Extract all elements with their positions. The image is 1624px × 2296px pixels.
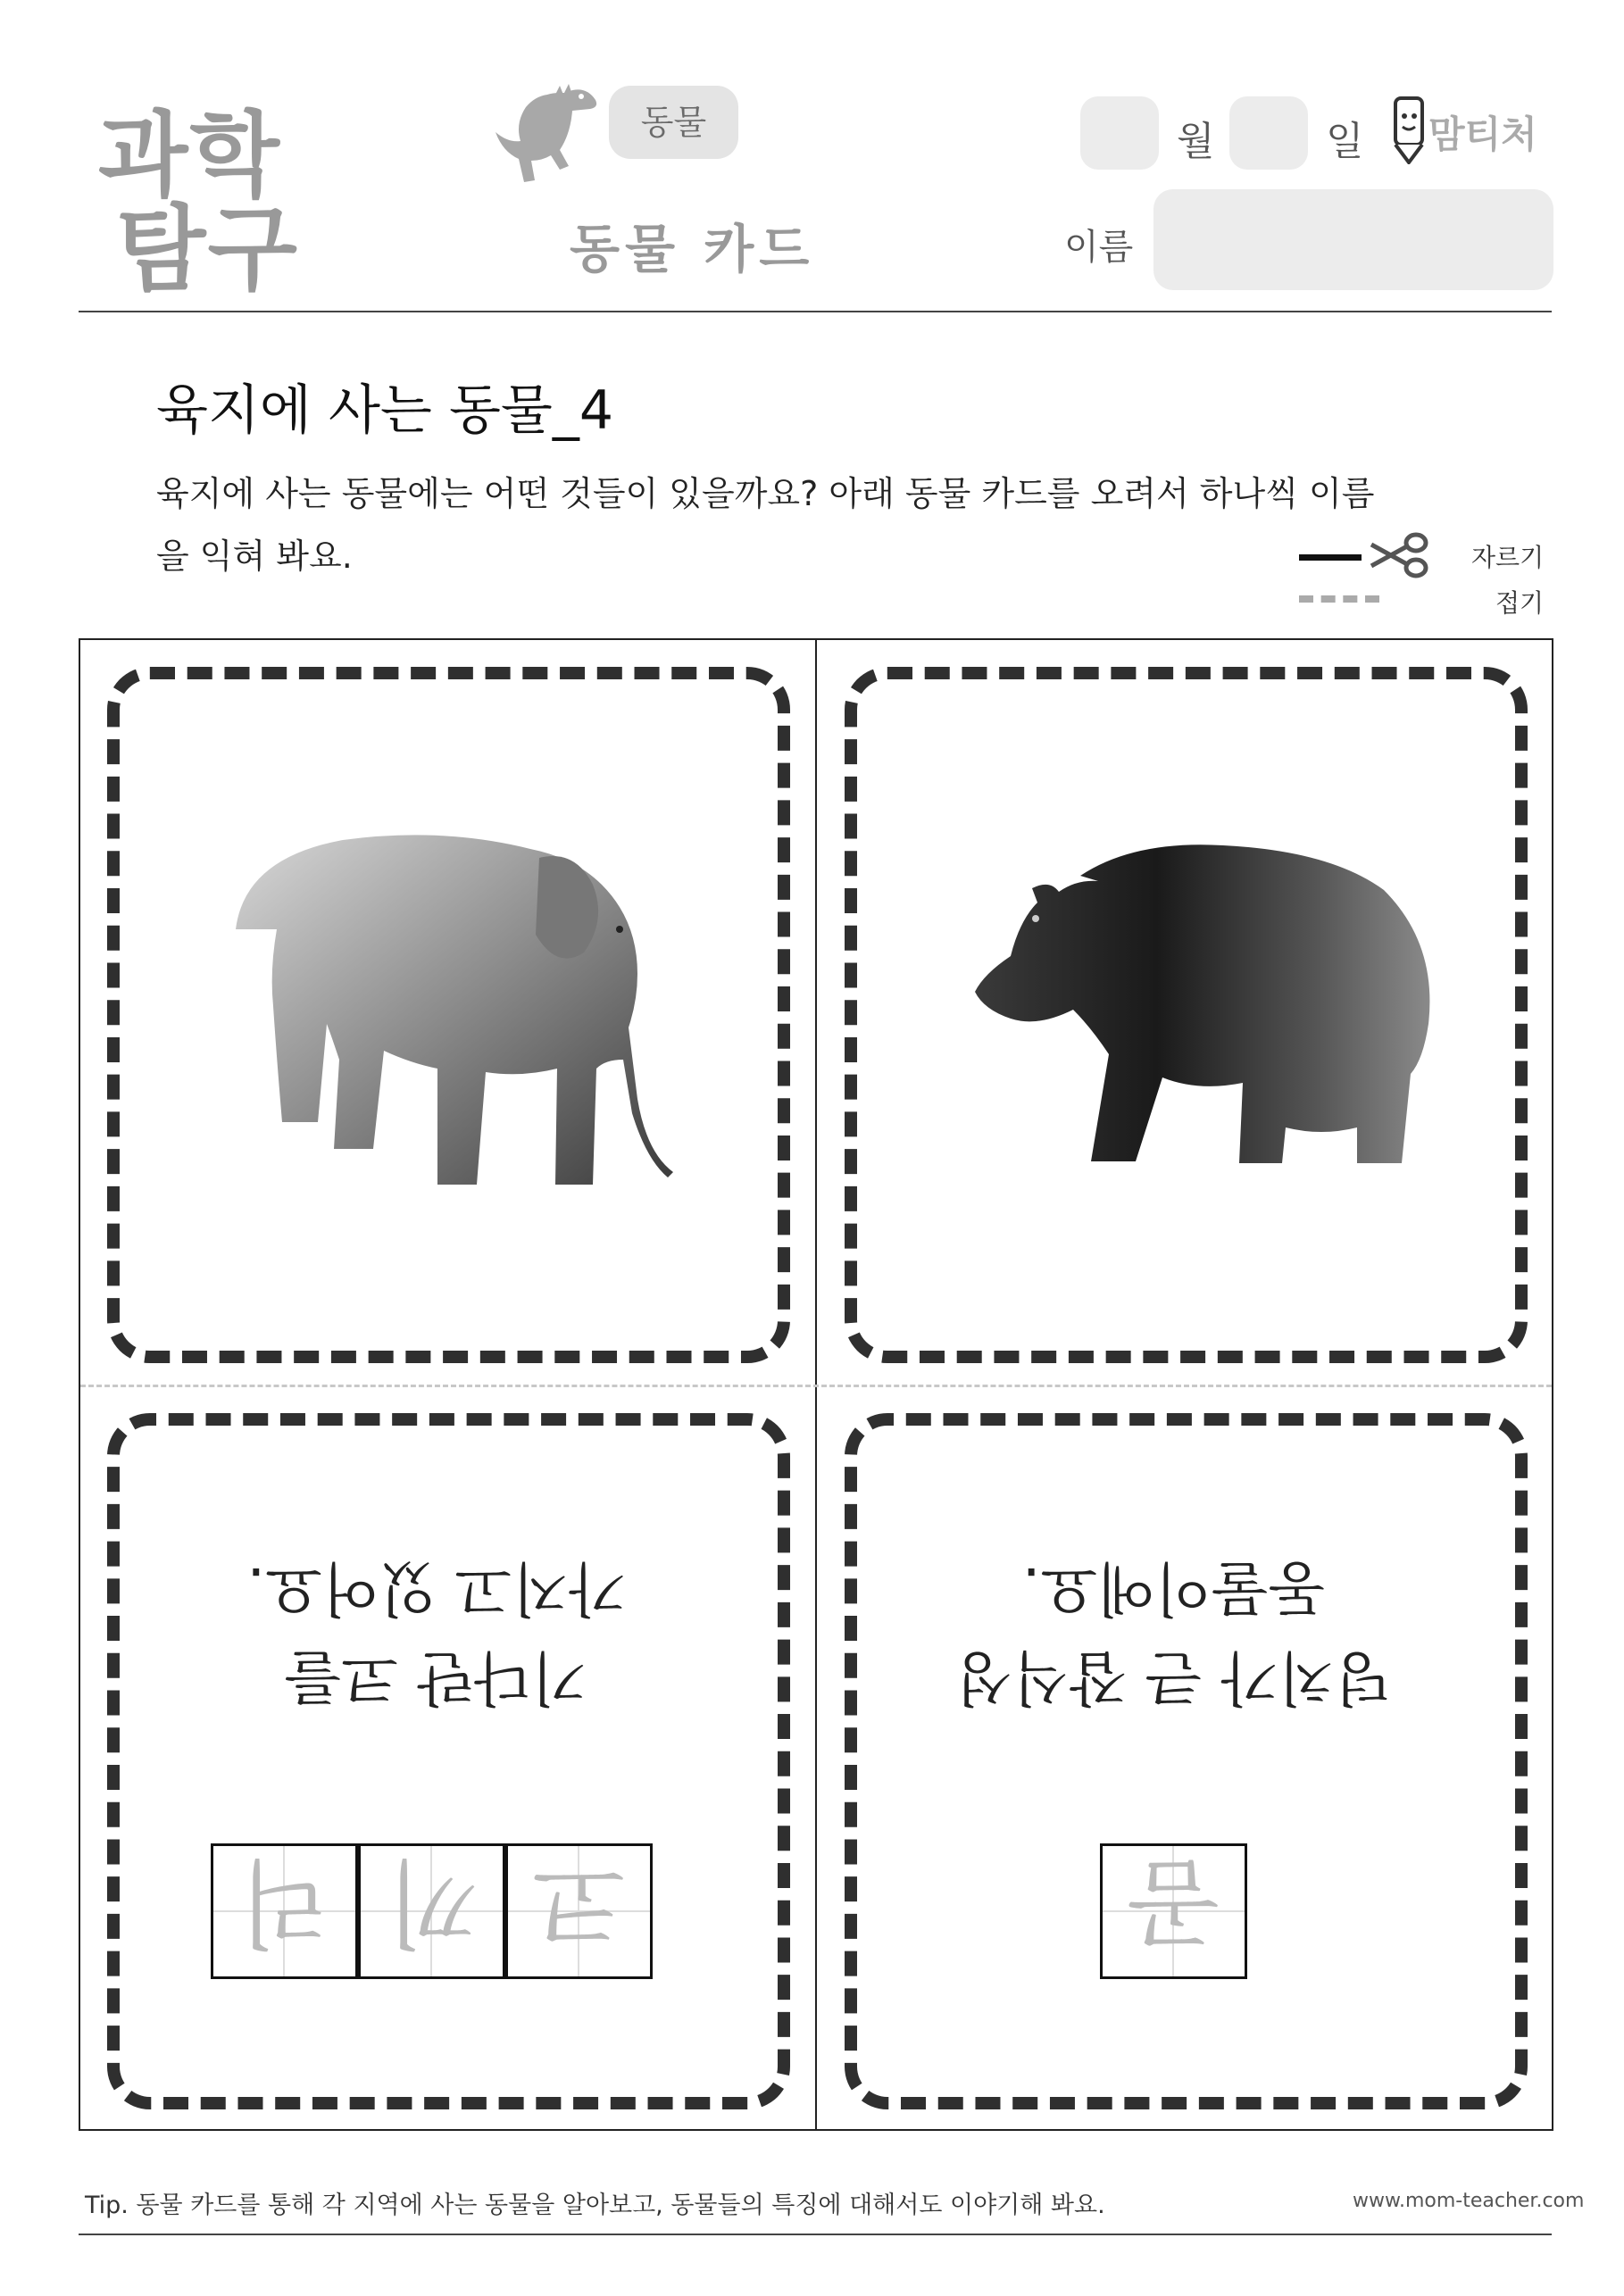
bear-card-front	[845, 667, 1528, 1363]
month-label: 월	[1177, 119, 1215, 164]
day-label: 일	[1326, 119, 1364, 164]
page-title: 육지에 사는 동물_4	[156, 379, 614, 442]
dinosaur-icon	[496, 79, 603, 195]
month-field[interactable]	[1080, 96, 1159, 170]
fold-line-sample	[1299, 595, 1379, 603]
footer-divider	[79, 2234, 1552, 2235]
elephant-description-1: 가지고 있어요.	[246, 1554, 626, 1623]
footer-tip: Tip. 동물 카드를 통해 각 지역에 사는 동물을 알아보고, 동물들의 특징에 대해서도 이야기해 봐요.	[85, 2192, 1105, 2219]
elephant-name-char-1: 코	[505, 1843, 653, 1979]
fold-line-horizontal	[80, 1385, 1552, 1387]
elephant-name-boxes	[211, 1843, 653, 1979]
subject-badge: 동물	[609, 86, 738, 159]
elephant-name-char-2: 끼	[358, 1843, 505, 1979]
header-divider	[79, 311, 1552, 312]
bear-card-back	[845, 1413, 1528, 2109]
elephant-card-back	[107, 1413, 790, 2109]
cut-line-sample	[1299, 554, 1362, 561]
instruction-line-2: 을 익혀 봐요.	[156, 537, 353, 576]
scissors-icon	[1366, 530, 1430, 580]
elephant-description-2: 기다란 코를	[284, 1643, 588, 1712]
pencil-mascot-icon	[1388, 93, 1433, 164]
logo-text-top: 과학	[98, 101, 281, 210]
sheet-title: 동물 카드	[570, 219, 815, 279]
elephant-image	[200, 822, 718, 1197]
bear-name-char-1: 곰	[1100, 1843, 1247, 1979]
fold-legend-label: 접기	[1495, 588, 1545, 618]
elephant-name-char-3: 리	[211, 1843, 358, 1979]
footer-url[interactable]: www.mom-teacher.com	[1353, 2190, 1585, 2212]
logo-text-bottom: 탐구	[116, 195, 299, 304]
name-field[interactable]	[1153, 189, 1553, 290]
brand-logo: 맘티처	[1428, 112, 1537, 156]
bear-description-2: 덩치가 큰 잡식성	[955, 1643, 1392, 1712]
instruction-line-1: 육지에 사는 동물에는 어떤 것들이 있을까요? 아래 동물 카드를 오려서 하나씩 이름	[156, 474, 1375, 513]
bear-name-boxes	[1100, 1843, 1247, 1979]
elephant-card-front	[107, 667, 790, 1363]
card-sheet	[79, 638, 1553, 2131]
bear-description-1: 동물이에요.	[1021, 1554, 1326, 1623]
cut-legend-label: 자르기	[1471, 543, 1545, 572]
day-field[interactable]	[1229, 96, 1308, 170]
bear-image	[946, 840, 1446, 1179]
name-label: 이름	[1064, 227, 1134, 268]
